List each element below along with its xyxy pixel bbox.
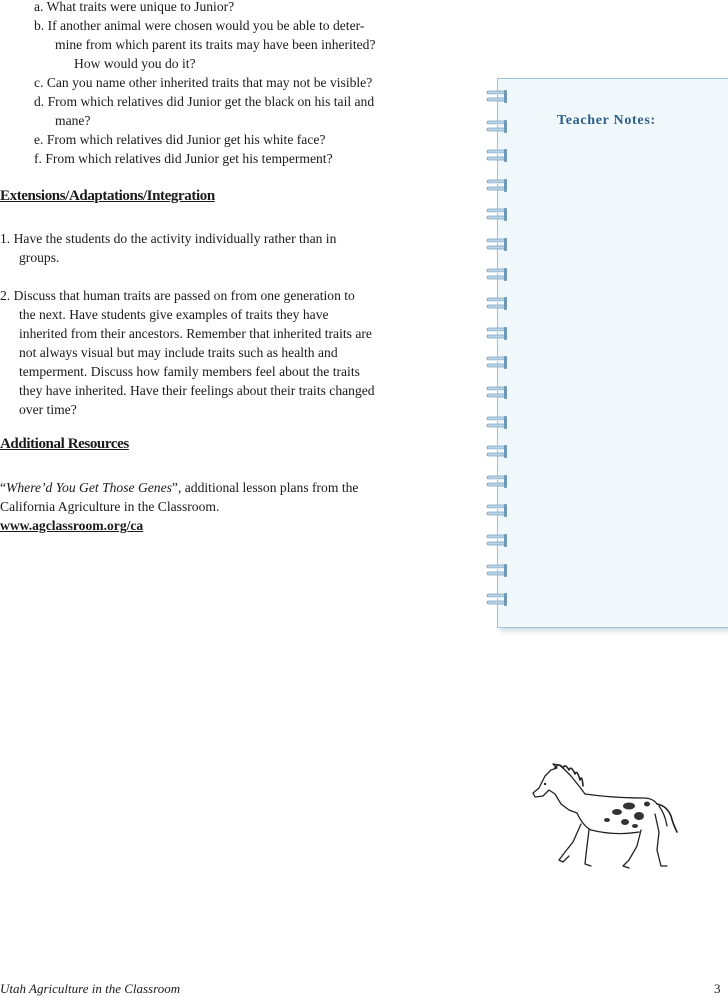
- spiral-ring: [486, 266, 512, 286]
- spiral-ring: [486, 177, 512, 197]
- question-d: d. From which relatives did Junior get the black on his tail and: [34, 94, 375, 109]
- question-c: c. Can you name other inherited traits that may not be visible?: [34, 75, 373, 90]
- spiral-ring: [486, 414, 512, 434]
- teacher-notes-title: Teacher Notes:: [557, 113, 656, 128]
- extension-2-line1: 2. Discuss that human traits are passed on from one generation to: [0, 288, 355, 303]
- spiral-ring: [486, 384, 512, 404]
- spiral-ring: [486, 532, 512, 552]
- spiral-ring: [486, 443, 512, 463]
- extension-2-line3: inherited from their ancestors. Remember that inherited traits are: [19, 326, 372, 341]
- question-b-cont1: mine from which parent its traits may have been inherited?: [55, 37, 376, 52]
- extension-2-line2: the next. Have students give examples of traits they have: [19, 307, 329, 322]
- spiral-ring: [486, 88, 512, 108]
- resource-title: Where’d You Get Those Genes: [6, 480, 172, 495]
- spiral-ring: [486, 295, 512, 315]
- resources-line1: “Where’d You Get Those Genes”, additional lesson plans from the: [0, 480, 359, 495]
- spiral-ring: [486, 591, 512, 611]
- extensions-heading: Extensions/Adaptations/Integration: [0, 188, 215, 204]
- extension-2-line6: they have inherited. Have their feelings about their traits changed: [19, 383, 375, 398]
- spiral-ring: [486, 118, 512, 138]
- extension-2-line4: not always visual but may include traits such as health and: [19, 345, 338, 360]
- extension-1-line1: 1. Have the students do the activity individually rather than in: [0, 231, 337, 246]
- spiral-ring: [486, 473, 512, 493]
- footer-text: Utah Agriculture in the Classroom: [0, 981, 181, 996]
- question-e: e. From which relatives did Junior get his white face?: [34, 132, 326, 147]
- horse-illustration: [525, 760, 685, 875]
- teacher-notes-panel: [497, 78, 728, 628]
- question-d-cont: mane?: [55, 113, 91, 128]
- spiral-ring: [486, 354, 512, 374]
- resource-line1-rest: , additional lesson plans from the: [177, 480, 359, 495]
- resources-heading: Additional Resources: [0, 436, 129, 452]
- spiral-ring: [486, 502, 512, 522]
- extension-2-line5: temperment. Discuss how family members feel about the traits: [19, 364, 360, 379]
- spiral-ring: [486, 562, 512, 582]
- question-f: f. From which relatives did Junior get his temperment?: [34, 151, 333, 166]
- extension-2-line7: over time?: [19, 402, 77, 417]
- spiral-ring: [486, 147, 512, 167]
- question-b: b. If another animal were chosen would you be able to deter-: [34, 18, 365, 33]
- spiral-ring: [486, 206, 512, 226]
- question-b-cont2: How would you do it?: [74, 56, 196, 71]
- spiral-ring: [486, 325, 512, 345]
- question-a: a. What traits were unique to Junior?: [34, 0, 235, 14]
- resources-line2: California Agriculture in the Classroom.: [0, 499, 220, 514]
- page-number: 3: [714, 981, 721, 996]
- resources-link[interactable]: www.agclassroom.org/ca: [0, 518, 144, 533]
- extension-1-line2: groups.: [19, 250, 60, 265]
- spiral-ring: [486, 236, 512, 256]
